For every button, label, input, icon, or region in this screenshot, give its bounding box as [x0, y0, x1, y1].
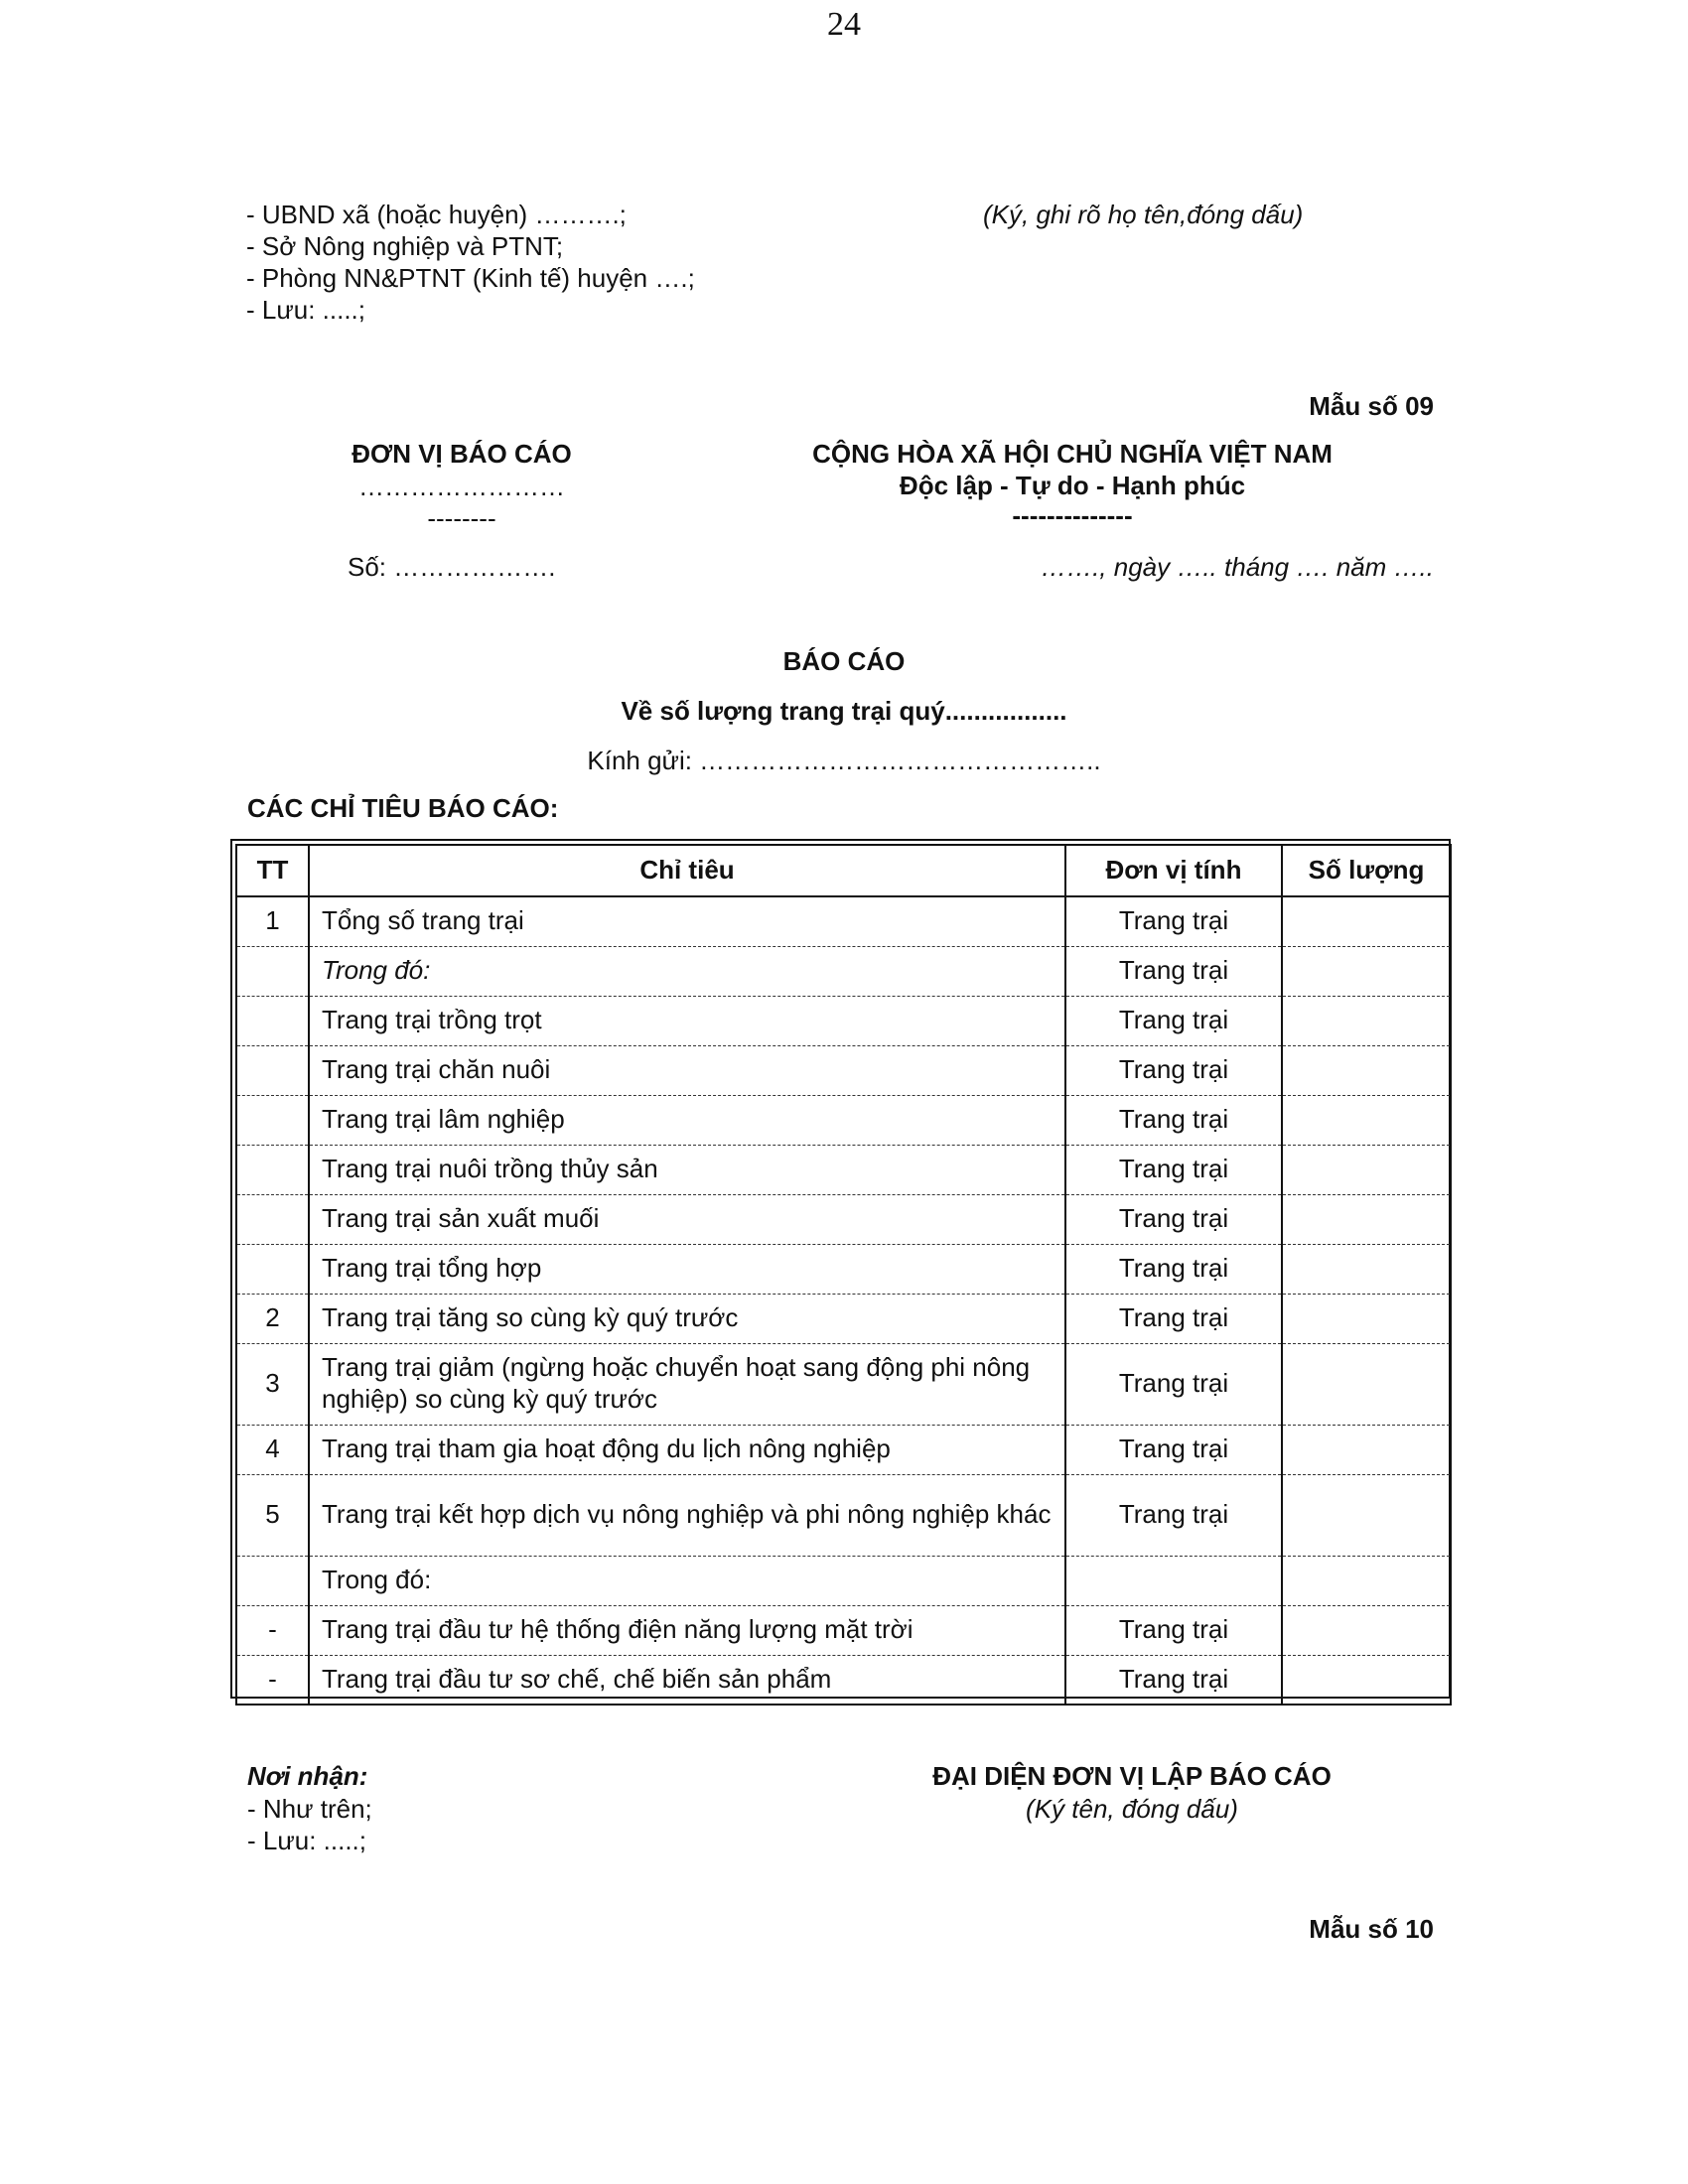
- row-unit: Trang trại: [1065, 1145, 1282, 1194]
- motto-line: --------------: [1012, 500, 1133, 530]
- row-indicator: Tổng số trang trại: [309, 896, 1065, 946]
- table-header-row: [236, 845, 1451, 896]
- row-unit: Trang trại: [1065, 1425, 1282, 1474]
- unit-label: ĐƠN VỊ BÁO CÁO: [352, 439, 572, 469]
- header-unit: Đơn vị tính: [1065, 845, 1282, 896]
- table-row: [236, 1194, 1451, 1244]
- row-unit: Trang trại: [1065, 946, 1282, 996]
- row-quantity: [1282, 1425, 1451, 1474]
- unit-dots: ……………………: [358, 472, 565, 501]
- top-recipient-2: - Sở Nông nghiệp và PTNT;: [246, 231, 564, 261]
- top-recipient-3: - Phòng NN&PTNT (Kinh tế) huyện ….;: [246, 263, 695, 293]
- row-unit: [1065, 1556, 1282, 1605]
- row-indicator: Trang trại đầu tư sơ chế, chế biến sản phẩm: [309, 1655, 1065, 1705]
- row-quantity: [1282, 1145, 1451, 1194]
- row-tt: [236, 1244, 309, 1294]
- table-row: [236, 1145, 1451, 1194]
- row-quantity: [1282, 1294, 1451, 1343]
- country-name: CỘNG HÒA XÃ HỘI CHỦ NGHĨA VIỆT NAM: [812, 439, 1333, 469]
- report-table-frame: [230, 839, 1451, 1699]
- row-quantity: [1282, 1655, 1451, 1705]
- row-indicator: Trang trại tham gia hoạt động du lịch nông nghiệp: [309, 1425, 1065, 1474]
- recipients-label: Nơi nhận:: [247, 1761, 368, 1791]
- row-tt: 4: [236, 1425, 309, 1474]
- number-line: Số: ……………….: [348, 552, 556, 582]
- row-quantity: [1282, 896, 1451, 946]
- motto: Độc lập - Tự do - Hạnh phúc: [899, 471, 1246, 500]
- table-row: [236, 1095, 1451, 1145]
- row-unit: Trang trại: [1065, 896, 1282, 946]
- row-tt: 1: [236, 896, 309, 946]
- row-quantity: [1282, 1343, 1451, 1425]
- next-form-code: Mẫu số 10: [1309, 1914, 1434, 1944]
- row-unit: Trang trại: [1065, 1194, 1282, 1244]
- section-title: CÁC CHỈ TIÊU BÁO CÁO:: [247, 793, 559, 823]
- row-quantity: [1282, 1095, 1451, 1145]
- date-line: ……., ngày ….. tháng …. năm …..: [1041, 552, 1434, 582]
- table-row: [236, 996, 1451, 1045]
- row-indicator: Trang trại lâm nghiệp: [309, 1095, 1065, 1145]
- row-indicator: Trang trại trồng trọt: [309, 996, 1065, 1045]
- row-indicator: Trang trại kết hợp dịch vụ nông nghiệp và phi nông nghiệp khác: [309, 1474, 1065, 1556]
- table-row: [236, 1343, 1451, 1425]
- row-unit: Trang trại: [1065, 1474, 1282, 1556]
- table-row: [236, 1474, 1451, 1556]
- row-indicator: Trang trại nuôi trồng thủy sản: [309, 1145, 1065, 1194]
- recipient-item: - Lưu: .....;: [247, 1826, 366, 1855]
- row-tt: [236, 1145, 309, 1194]
- page-number: 24: [827, 6, 861, 43]
- signature-note: (Ký tên, đóng dấu): [1026, 1794, 1238, 1824]
- row-unit: Trang trại: [1065, 1045, 1282, 1095]
- row-unit: Trang trại: [1065, 1095, 1282, 1145]
- table-row: [236, 946, 1451, 996]
- row-unit: Trang trại: [1065, 1655, 1282, 1705]
- row-tt: [236, 946, 309, 996]
- table-row: [236, 1294, 1451, 1343]
- table-row: [236, 1425, 1451, 1474]
- row-quantity: [1282, 946, 1451, 996]
- row-tt: [236, 1194, 309, 1244]
- row-tt: 3: [236, 1343, 309, 1425]
- row-quantity: [1282, 1045, 1451, 1095]
- row-tt: 5: [236, 1474, 309, 1556]
- row-quantity: [1282, 1194, 1451, 1244]
- header-tt: TT: [236, 845, 309, 896]
- row-quantity: [1282, 1244, 1451, 1294]
- row-unit: Trang trại: [1065, 1244, 1282, 1294]
- row-indicator: Trang trại đầu tư hệ thống điện năng lượng mặt trời: [309, 1605, 1065, 1655]
- row-quantity: [1282, 996, 1451, 1045]
- table-row: [236, 896, 1451, 946]
- header-indicator: Chỉ tiêu: [309, 845, 1065, 896]
- table-row: [236, 1556, 1451, 1605]
- row-quantity: [1282, 1474, 1451, 1556]
- form-code: Mẫu số 09: [1309, 391, 1434, 421]
- table-row: [236, 1045, 1451, 1095]
- row-tt: [236, 1556, 309, 1605]
- recipient-item: - Như trên;: [247, 1794, 372, 1824]
- row-indicator: Trang trại tổng hợp: [309, 1244, 1065, 1294]
- table-row: [236, 1605, 1451, 1655]
- report-subtitle: Về số lượng trang trại quý.................: [621, 696, 1067, 726]
- row-indicator: Trong đó:: [309, 946, 1065, 996]
- header-quantity: Số lượng: [1282, 845, 1451, 896]
- row-tt: -: [236, 1655, 309, 1705]
- row-tt: 2: [236, 1294, 309, 1343]
- report-table: [235, 844, 1452, 1706]
- row-unit: Trang trại: [1065, 1343, 1282, 1425]
- report-title: BÁO CÁO: [782, 646, 906, 676]
- row-quantity: [1282, 1556, 1451, 1605]
- row-unit: Trang trại: [1065, 996, 1282, 1045]
- addressee: Kính gửi: ………………………………………..: [587, 746, 1101, 775]
- row-indicator: Trang trại tăng so cùng kỳ quý trước: [309, 1294, 1065, 1343]
- table-row: [236, 1655, 1451, 1705]
- row-tt: [236, 1045, 309, 1095]
- top-recipient-1: - UBND xã (hoặc huyện) ……….;: [246, 200, 627, 229]
- row-tt: [236, 1095, 309, 1145]
- row-tt: -: [236, 1605, 309, 1655]
- table-row: [236, 1244, 1451, 1294]
- top-recipient-4: - Lưu: .....;: [246, 295, 365, 325]
- signature-title: ĐẠI DIỆN ĐƠN VỊ LẬP BÁO CÁO: [932, 1761, 1332, 1791]
- unit-dash: --------: [427, 503, 496, 533]
- row-indicator: Trong đó:: [309, 1556, 1065, 1605]
- row-unit: Trang trại: [1065, 1605, 1282, 1655]
- row-indicator: Trang trại sản xuất muối: [309, 1194, 1065, 1244]
- row-indicator: Trang trại giảm (ngừng hoặc chuyển hoạt sang động phi nông nghiệp) so cùng kỳ quý trước: [309, 1343, 1065, 1425]
- row-quantity: [1282, 1605, 1451, 1655]
- top-signature-note: (Ký, ghi rõ họ tên,đóng dấu): [983, 200, 1304, 229]
- row-tt: [236, 996, 309, 1045]
- row-indicator: Trang trại chăn nuôi: [309, 1045, 1065, 1095]
- row-unit: Trang trại: [1065, 1294, 1282, 1343]
